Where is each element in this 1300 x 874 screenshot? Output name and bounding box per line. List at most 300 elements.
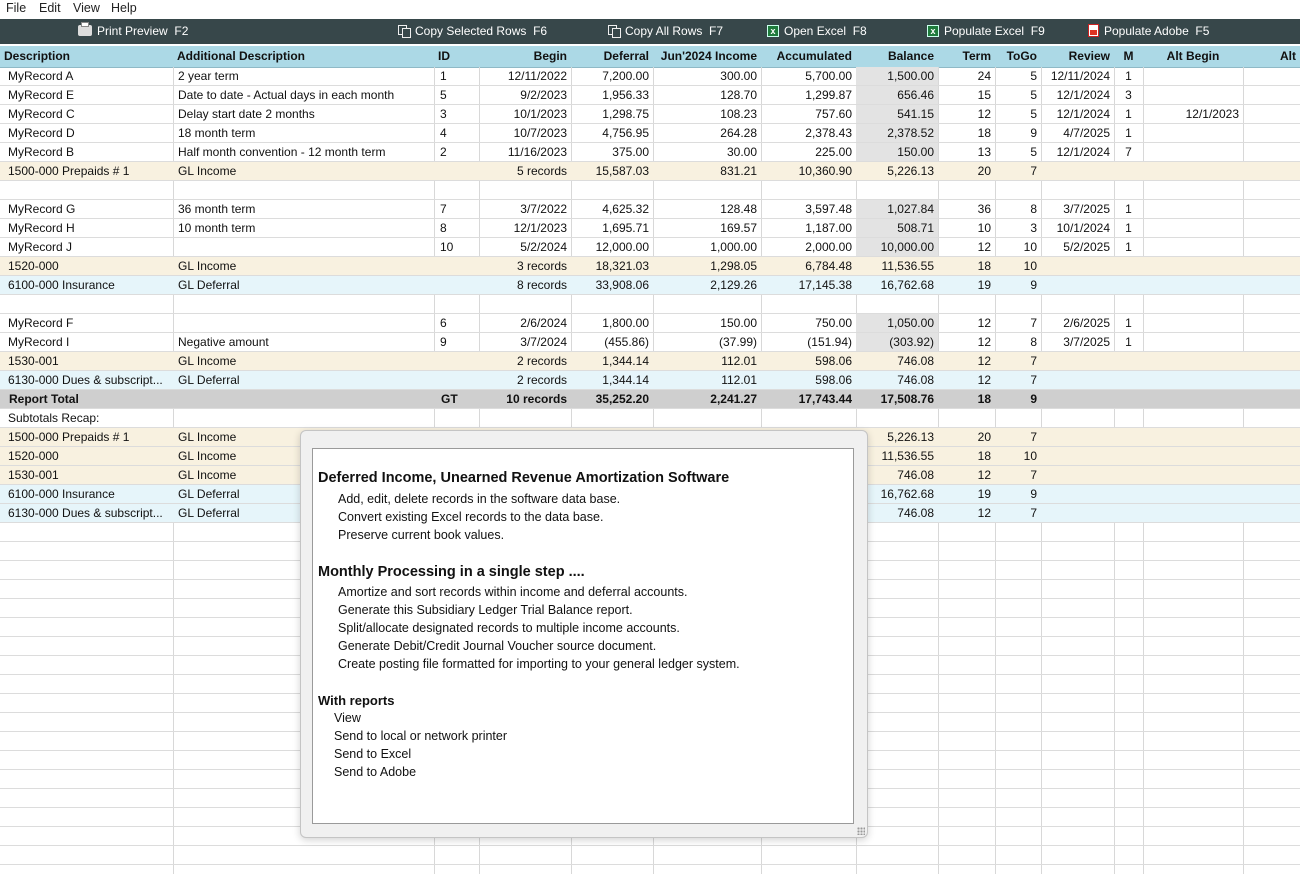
cell-review — [1041, 466, 1114, 484]
cell-id: 4 — [440, 126, 447, 140]
cell-accumulated — [761, 181, 856, 199]
cell-id: 6 — [440, 316, 447, 330]
recap-heading-row[interactable] — [0, 409, 1300, 428]
cell-review: 3/7/2025 — [1063, 335, 1110, 349]
cell-description: Report Total — [9, 392, 79, 406]
print-preview-button[interactable] — [78, 19, 188, 44]
cell-alt-begin — [1143, 143, 1243, 161]
cell-deferral — [571, 295, 653, 313]
cell-m: 1 — [1125, 69, 1132, 83]
cell-deferral — [571, 181, 653, 199]
cell-term: 18 — [977, 259, 991, 273]
cell-balance: 746.08 — [897, 373, 934, 387]
cell-review — [1041, 352, 1114, 370]
popup-title: Deferred Income, Unearned Revenue Amortization Software — [318, 470, 730, 486]
table-row[interactable] — [0, 124, 1300, 143]
cell-togo: 7 — [1030, 373, 1037, 387]
cell-description: MyRecord C — [8, 107, 75, 121]
cell-begin: 3/7/2024 — [520, 335, 567, 349]
cell-m: 1 — [1125, 107, 1132, 121]
cell-description: 1500-000 Prepaids # 1 — [8, 164, 130, 178]
cell-term: 20 — [977, 164, 991, 178]
cell-term: 15 — [977, 88, 991, 102]
cell-alt-begin — [1143, 238, 1243, 256]
cell-balance: 746.08 — [897, 354, 934, 368]
cell-balance: 17,508.76 — [880, 392, 934, 406]
cell-additional-description: GL Income — [178, 449, 237, 463]
cell-description: MyRecord J — [8, 240, 73, 254]
cell-accumulated — [761, 295, 856, 313]
menu-bar — [0, 0, 1300, 19]
copy-selected-rows-label: Copy Selected Rows — [415, 24, 527, 38]
cell-togo: 5 — [1030, 107, 1037, 121]
copy-all-rows-label: Copy All Rows — [625, 24, 703, 38]
cell-deferral: 18,321.03 — [595, 259, 649, 273]
spacer-row[interactable] — [0, 295, 1300, 314]
cell-alt-begin — [1143, 333, 1243, 351]
populate-adobe-button[interactable] — [1088, 19, 1209, 44]
cell-balance: 1,027.84 — [856, 200, 938, 218]
cell-balance — [856, 409, 938, 427]
cell-income: 128.70 — [720, 88, 757, 102]
cell-review — [1041, 447, 1114, 465]
cell-alt — [1243, 447, 1300, 465]
cell-togo: 9 — [1030, 392, 1037, 406]
cell-id: 2 — [440, 145, 447, 159]
column-header-alt-begin[interactable]: Alt Begin — [1166, 49, 1220, 63]
cell-accumulated: 1,187.00 — [805, 221, 852, 235]
resize-grip-icon[interactable] — [857, 827, 865, 835]
cell-togo: 10 — [1023, 240, 1037, 254]
cell-description: MyRecord E — [8, 88, 75, 102]
populate-adobe-key: F5 — [1195, 24, 1210, 38]
cell-alt — [1243, 105, 1300, 123]
copy-icon — [398, 25, 410, 36]
cell-alt — [1243, 352, 1300, 370]
cell-balance: 16,762.68 — [880, 278, 934, 292]
cell-m: 3 — [1125, 88, 1132, 102]
copy-selected-rows-button[interactable] — [398, 19, 547, 44]
cell-income: 128.48 — [720, 202, 757, 216]
cell-term: 24 — [977, 69, 991, 83]
cell-alt — [1243, 466, 1300, 484]
info-panel — [312, 448, 854, 824]
cell-m — [1114, 447, 1143, 465]
cell-m — [1114, 276, 1143, 294]
column-header-deferral[interactable]: Deferral — [603, 49, 649, 63]
cell-income: 150.00 — [720, 316, 757, 330]
cell-m: 1 — [1125, 240, 1132, 254]
cell-additional-description — [174, 295, 435, 313]
cell-term: 12 — [977, 316, 991, 330]
cell-alt-begin — [1143, 504, 1243, 522]
cell-term: 13 — [977, 145, 991, 159]
cell-deferral: 1,956.33 — [602, 88, 649, 102]
cell-togo — [995, 181, 1041, 199]
column-header-additional-description[interactable]: Additional Description — [177, 49, 306, 63]
open-excel-label: Open Excel — [784, 24, 847, 38]
cell-review: 12/1/2024 — [1056, 107, 1110, 121]
popup-section-title: Monthly Processing in a single step .... — [318, 564, 585, 580]
cell-deferral: 1,344.14 — [602, 354, 649, 368]
cell-review — [1041, 409, 1114, 427]
cell-additional-description: GL Income — [178, 430, 237, 444]
cell-alt — [1243, 181, 1300, 199]
subtotal-row[interactable] — [0, 276, 1300, 295]
pdf-icon — [1088, 24, 1099, 37]
cell-balance: 2,378.52 — [856, 124, 938, 142]
cell-begin: 10 records — [506, 392, 567, 406]
cell-deferral: 15,587.03 — [595, 164, 649, 178]
table-row[interactable] — [0, 333, 1300, 352]
cell-review: 12/11/2024 — [1050, 69, 1110, 83]
cell-description: MyRecord G — [8, 202, 76, 216]
cell-alt — [1243, 333, 1300, 351]
cell-review — [1041, 504, 1114, 522]
cell-review: 2/6/2025 — [1063, 316, 1110, 330]
cell-additional-description — [174, 314, 435, 332]
popup-item: Generate this Subsidiary Ledger Trial Balance report. — [338, 603, 633, 617]
cell-balance: 656.46 — [856, 86, 938, 104]
cell-begin — [479, 409, 571, 427]
cell-togo: 8 — [1030, 335, 1037, 349]
cell-deferral: 375.00 — [612, 145, 649, 159]
cell-deferral: 33,908.06 — [595, 278, 649, 292]
cell-income: 1,000.00 — [710, 240, 757, 254]
cell-description: MyRecord A — [8, 69, 74, 83]
cell-review: 4/7/2025 — [1063, 126, 1110, 140]
cell-review: 5/2/2025 — [1063, 240, 1110, 254]
cell-balance: 746.08 — [897, 506, 934, 520]
cell-term: 36 — [977, 202, 991, 216]
cell-alt — [1243, 409, 1300, 427]
populate-adobe-label: Populate Adobe — [1104, 24, 1189, 38]
cell-income: 2,241.27 — [710, 392, 757, 406]
table-row[interactable] — [0, 314, 1300, 333]
cell-term: 12 — [977, 335, 991, 349]
cell-m — [1114, 390, 1143, 408]
cell-review: 12/1/2024 — [1056, 88, 1110, 102]
cell-begin: 8 records — [516, 278, 567, 292]
cell-id: GT — [441, 392, 458, 406]
cell-accumulated: 757.60 — [815, 107, 852, 121]
menu-view[interactable]: View — [73, 1, 100, 15]
cell-additional-description: GL Income — [178, 468, 237, 482]
cell-alt — [1243, 67, 1300, 85]
cell-term: 18 — [977, 392, 991, 406]
cell-additional-description: GL Deferral — [178, 487, 240, 501]
cell-alt — [1243, 257, 1300, 275]
populate-excel-button[interactable] — [927, 19, 1045, 44]
popup-section-title: With reports — [318, 693, 395, 708]
toolbar — [0, 19, 1300, 44]
cell-id: 9 — [440, 335, 447, 349]
cell-alt-begin — [1143, 447, 1243, 465]
cell-alt-begin — [1143, 181, 1243, 199]
cell-description: 1530-001 — [8, 468, 59, 482]
populate-excel-label: Populate Excel — [944, 24, 1025, 38]
cell-description: 1520-000 — [8, 259, 59, 273]
cell-description: 6130-000 Dues & subscript... — [8, 506, 163, 520]
cell-id: 5 — [440, 88, 447, 102]
cell-income: (37.99) — [718, 335, 757, 349]
cell-balance: 10,000.00 — [856, 238, 938, 256]
cell-m — [1114, 504, 1143, 522]
cell-income — [653, 295, 761, 313]
print-preview-key: F2 — [174, 24, 189, 38]
cell-togo: 10 — [1023, 449, 1037, 463]
cell-description: MyRecord I — [8, 335, 70, 349]
cell-accumulated: 3,597.48 — [805, 202, 852, 216]
spacer-row[interactable] — [0, 181, 1300, 200]
cell-alt-begin — [1143, 371, 1243, 389]
cell-review — [1041, 295, 1114, 313]
cell-alt-begin — [1143, 276, 1243, 294]
open-excel-button[interactable] — [767, 19, 867, 44]
cell-income: 112.01 — [721, 354, 757, 368]
cell-alt-begin — [1143, 485, 1243, 503]
cell-review: 12/1/2024 — [1056, 145, 1110, 159]
cell-togo: 5 — [1030, 88, 1037, 102]
cell-additional-description — [174, 238, 435, 256]
open-excel-key: F8 — [852, 24, 867, 38]
cell-income: 300.00 — [720, 69, 757, 83]
table-row[interactable] — [0, 238, 1300, 257]
cell-additional-description: GL Income — [178, 164, 237, 178]
cell-income: 831.21 — [720, 164, 757, 178]
cell-begin — [479, 295, 571, 313]
cell-review — [1041, 371, 1114, 389]
cell-description — [4, 295, 173, 313]
cell-id — [436, 352, 481, 370]
cell-income: 112.01 — [721, 373, 757, 387]
empty-row[interactable] — [0, 846, 1300, 865]
column-header-alt[interactable]: Alt — [1280, 49, 1296, 63]
cell-togo: 9 — [1030, 126, 1037, 140]
cell-togo — [995, 295, 1041, 313]
cell-balance: 746.08 — [897, 468, 934, 482]
cell-alt — [1243, 86, 1300, 104]
column-header-begin[interactable]: Begin — [533, 49, 567, 63]
table-row[interactable] — [0, 219, 1300, 238]
copy-all-rows-button[interactable] — [608, 19, 723, 44]
cell-balance: 5,226.13 — [887, 164, 934, 178]
excel-icon: x — [767, 25, 779, 37]
cell-alt — [1243, 276, 1300, 294]
cell-alt — [1243, 238, 1300, 256]
cell-alt — [1243, 504, 1300, 522]
cell-togo — [995, 409, 1041, 427]
cell-m: 7 — [1125, 145, 1132, 159]
cell-m — [1114, 466, 1143, 484]
cell-review — [1041, 162, 1114, 180]
cell-description: 1500-000 Prepaids # 1 — [8, 430, 130, 444]
cell-begin: 3/7/2022 — [520, 202, 567, 216]
cell-balance: 150.00 — [856, 143, 938, 161]
table-row[interactable] — [0, 200, 1300, 219]
cell-togo: 10 — [1023, 259, 1037, 273]
cell-review: 3/7/2025 — [1063, 202, 1110, 216]
cell-term: 12 — [977, 468, 991, 482]
cell-begin — [479, 181, 571, 199]
column-header-accumulated[interactable]: Accumulated — [776, 49, 852, 63]
cell-accumulated: 6,784.48 — [805, 259, 852, 273]
cell-begin: 2 records — [516, 354, 567, 368]
cell-additional-description: GL Deferral — [178, 373, 240, 387]
cell-term: 20 — [977, 430, 991, 444]
cell-begin: 3 records — [516, 259, 567, 273]
menu-help[interactable]: Help — [111, 1, 137, 15]
cell-togo: 9 — [1030, 278, 1037, 292]
cell-m — [1114, 371, 1143, 389]
column-header-review[interactable]: Review — [1068, 49, 1110, 63]
column-header-m[interactable]: M — [1123, 49, 1134, 63]
cell-alt-begin — [1143, 390, 1243, 408]
cell-term: 10 — [977, 221, 991, 235]
cell-id — [436, 257, 481, 275]
cell-review — [1041, 485, 1114, 503]
popup-item: Add, edit, delete records in the software data base. — [338, 492, 621, 506]
cell-togo: 7 — [1030, 506, 1037, 520]
cell-togo: 7 — [1030, 164, 1037, 178]
cell-additional-description: GL Deferral — [178, 506, 240, 520]
cell-deferral: 1,695.71 — [602, 221, 649, 235]
cell-accumulated: 2,378.43 — [805, 126, 852, 140]
cell-review — [1041, 428, 1114, 446]
cell-accumulated: 225.00 — [815, 145, 852, 159]
cell-additional-description: 18 month term — [178, 126, 256, 140]
subtotal-row[interactable] — [0, 162, 1300, 181]
print-preview-label: Print Preview — [97, 24, 168, 38]
cell-alt — [1243, 314, 1300, 332]
popup-item: Send to Adobe — [334, 765, 417, 779]
cell-balance: (303.92) — [856, 333, 938, 351]
column-header-description[interactable]: Description — [4, 49, 71, 63]
cell-m — [1114, 181, 1143, 199]
cell-m: 1 — [1125, 335, 1132, 349]
cell-review: 10/1/2024 — [1056, 221, 1110, 235]
cell-balance: 11,536.55 — [881, 259, 934, 273]
cell-m — [1114, 485, 1143, 503]
cell-income — [653, 181, 761, 199]
cell-deferral: 1,800.00 — [602, 316, 649, 330]
excel-icon: x — [927, 25, 939, 37]
table-row[interactable] — [0, 143, 1300, 162]
column-header-balance[interactable]: Balance — [887, 49, 934, 63]
cell-review — [1041, 390, 1114, 408]
cell-deferral: 1,298.75 — [602, 107, 649, 121]
cell-alt — [1243, 162, 1300, 180]
cell-begin: 5/2/2024 — [520, 240, 567, 254]
cell-accumulated: 1,299.87 — [805, 88, 852, 102]
cell-deferral — [571, 409, 653, 427]
cell-togo: 9 — [1030, 487, 1037, 501]
column-header-income[interactable]: Jun'2024 Income — [660, 49, 757, 63]
popup-item: Create posting file formatted for importing to your general ledger system. — [338, 657, 740, 671]
cell-m — [1114, 295, 1143, 313]
cell-accumulated: 2,000.00 — [805, 240, 852, 254]
cell-togo: 5 — [1030, 69, 1037, 83]
popup-item: Split/allocate designated records to multiple income accounts. — [338, 621, 680, 635]
cell-id: 8 — [440, 221, 447, 235]
cell-togo: 7 — [1030, 430, 1037, 444]
cell-alt — [1243, 219, 1300, 237]
cell-togo: 5 — [1030, 145, 1037, 159]
cell-accumulated: 750.00 — [815, 316, 852, 330]
cell-deferral: 4,756.95 — [602, 126, 649, 140]
cell-id — [436, 162, 481, 180]
column-header-id[interactable]: ID — [438, 49, 450, 63]
subtotal-row[interactable] — [0, 371, 1300, 390]
column-header-row — [0, 46, 1300, 68]
table-row[interactable] — [0, 67, 1300, 86]
cell-id — [436, 409, 481, 427]
column-header-term[interactable]: Term — [962, 49, 991, 63]
subtotal-row[interactable] — [0, 352, 1300, 371]
cell-additional-description: GL Deferral — [178, 278, 240, 292]
cell-alt-begin — [1143, 162, 1243, 180]
cell-alt-begin — [1143, 200, 1243, 218]
cell-alt-begin — [1143, 295, 1243, 313]
column-header-togo[interactable]: ToGo — [1006, 49, 1037, 63]
cell-additional-description: Delay start date 2 months — [178, 107, 315, 121]
menu-edit[interactable]: Edit — [39, 1, 61, 15]
cell-accumulated: 5,700.00 — [805, 69, 852, 83]
cell-review — [1041, 181, 1114, 199]
cell-alt — [1243, 371, 1300, 389]
cell-begin: 9/2/2023 — [520, 88, 567, 102]
report-total-row[interactable] — [0, 390, 1300, 409]
cell-term: 19 — [977, 278, 991, 292]
cell-id: 7 — [440, 202, 447, 216]
cell-alt-begin — [1143, 219, 1243, 237]
menu-file[interactable]: File — [6, 1, 27, 15]
cell-begin: 12/1/2023 — [513, 221, 567, 235]
table-row[interactable] — [0, 86, 1300, 105]
cell-review — [1041, 276, 1114, 294]
cell-term: 19 — [977, 487, 991, 501]
cell-alt-begin — [1143, 352, 1243, 370]
cell-alt-begin: 12/1/2023 — [1185, 107, 1239, 121]
cell-additional-description: 2 year term — [178, 69, 239, 83]
copy-all-rows-key: F7 — [709, 24, 724, 38]
cell-term — [938, 181, 995, 199]
cell-alt — [1243, 200, 1300, 218]
cell-additional-description: Negative amount — [178, 335, 269, 349]
cell-alt-begin — [1143, 124, 1243, 142]
cell-deferral: 1,344.14 — [602, 373, 649, 387]
cell-balance: 16,762.68 — [880, 487, 934, 501]
cell-id — [436, 181, 481, 199]
cell-income: 1,298.05 — [710, 259, 757, 273]
cell-additional-description: GL Income — [178, 354, 237, 368]
subtotal-row[interactable] — [0, 257, 1300, 276]
printer-icon — [78, 25, 92, 36]
cell-deferral: 7,200.00 — [602, 69, 649, 83]
cell-accumulated: 17,145.38 — [798, 278, 852, 292]
cell-begin: 10/7/2023 — [513, 126, 567, 140]
popup-item: Send to local or network printer — [334, 729, 508, 743]
cell-term: 12 — [977, 107, 991, 121]
cell-accumulated: 598.06 — [815, 354, 852, 368]
cell-accumulated — [761, 409, 856, 427]
popup-item: Generate Debit/Credit Journal Voucher source document. — [338, 639, 657, 653]
popup-item: View — [334, 711, 361, 725]
cell-review — [1041, 257, 1114, 275]
cell-description — [4, 181, 173, 199]
table-row[interactable] — [0, 105, 1300, 124]
cell-additional-description: GL Income — [178, 259, 237, 273]
